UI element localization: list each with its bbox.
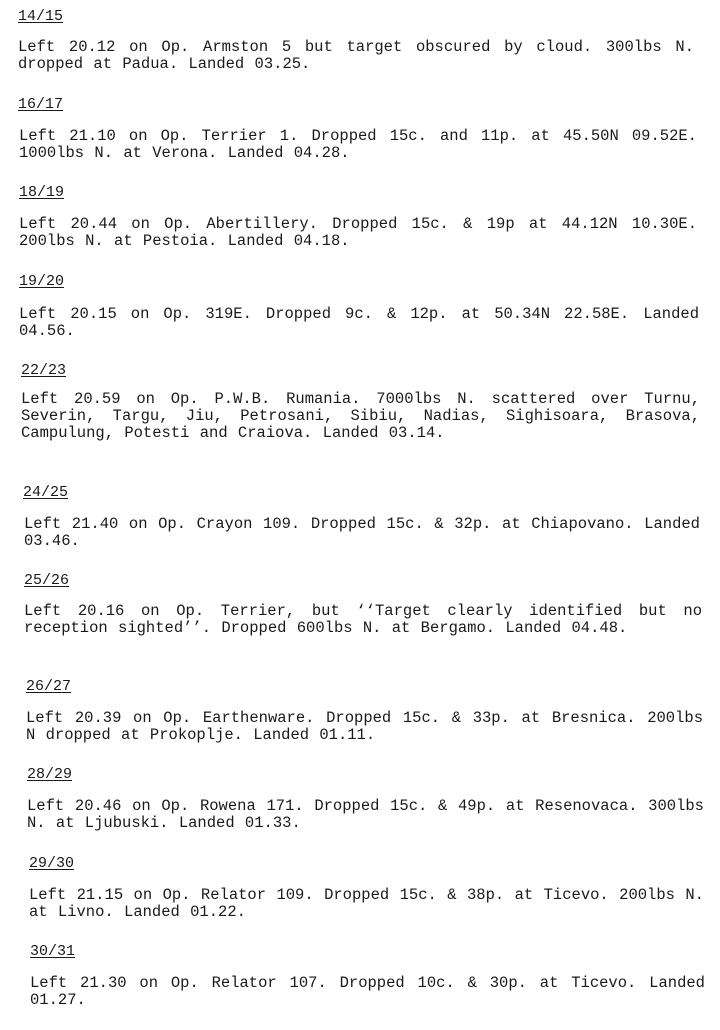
entry-date: 19/20 [19, 273, 65, 290]
entry-text: Left 20.12 on Op. Armston 5 but target obscured by cloud. 300lbs N. dropped at Padua. Landed 03.25. [18, 38, 694, 73]
entry-text: Left 20.16 on Op. Terrier, but ‘‘Target clearly identified but no reception sighted’’. Dropped 600lbs N. at Bergamo. Landed 04.48. [24, 602, 702, 637]
entry-date: 22/23 [21, 362, 67, 379]
entry-text: Left 20.46 on Op. Rowena 171. Dropped 15c. & 49p. at Resenovaca. 300lbs N. at Ljubuski. Landed 01.33. [27, 797, 704, 832]
entry-text: Left 20.15 on Op. 319E. Dropped 9c. & 12p. at 50.34N 22.58E. Landed 04.56. [19, 305, 699, 340]
entry-text: Left 20.44 on Op. Abertillery. Dropped 15c. & 19p at 44.12N 10.30E. 200lbs N. at Pestoia. Landed 04.18. [19, 215, 697, 250]
entry-date: 29/30 [29, 855, 75, 872]
entry-text: Left 21.10 on Op. Terrier 1. Dropped 15c. and 11p. at 45.50N 09.52E. 1000lbs N. at Verona. Landed 04.28. [19, 127, 697, 162]
entry-text: Left 20.59 on Op. P.W.B. Rumania. 7000lbs N. scattered over Turnu, Severin, Targu, Jiu, Petrosani, Sibiu, Nadias, Sighisoara, Brasova, Campulung, Potesti and Craiova. Landed 03.14. [21, 390, 700, 442]
entry-date: 14/15 [18, 8, 64, 25]
entry-date: 26/27 [26, 678, 72, 695]
entry-date: 24/25 [23, 484, 69, 501]
entry-text: Left 21.15 on Op. Relator 109. Dropped 15c. & 38p. at Ticevo. 200lbs N. at Livno. Landed 01.22. [29, 886, 704, 921]
entry-text: Left 20.39 on Op. Earthenware. Dropped 15c. & 33p. at Bresnica. 200lbs N dropped at Prokoplje. Landed 01.11. [26, 709, 703, 744]
entry-text: Left 21.40 on Op. Crayon 109. Dropped 15c. & 32p. at Chiapovano. Landed 03.46. [24, 515, 700, 550]
entry-text: Left 21.30 on Op. Relator 107. Dropped 10c. & 30p. at Ticevo. Landed 01.27. [30, 974, 705, 1009]
entry-date: 18/19 [19, 184, 65, 201]
entry-date: 28/29 [27, 766, 73, 783]
entry-date: 16/17 [18, 96, 64, 113]
entry-date: 30/31 [30, 943, 76, 960]
entry-date: 25/26 [24, 572, 70, 589]
